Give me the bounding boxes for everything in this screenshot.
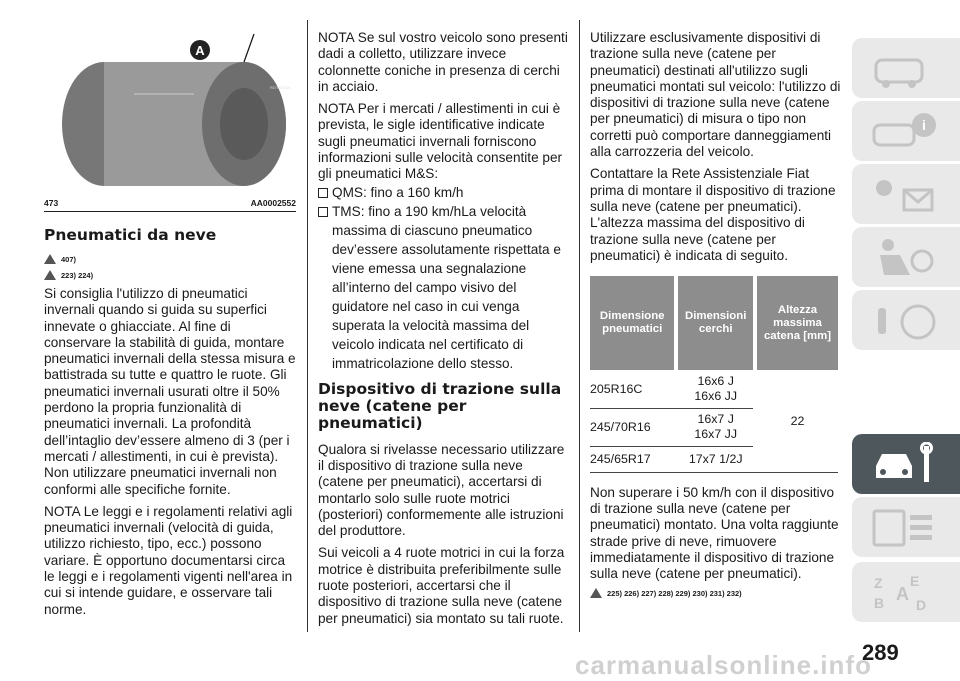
paragraph: Utilizzare esclusivamente dispositivi di trazione sulla neve (catene per pneumatici) destinati all'utilizzo sugli pneumatici montati sul veicolo: l'utilizzo di dispositivi di trazione sulla neve (catene per pneumatici) di misura o tipo non corretti può comportare danneggiamenti alla carrozzeria del veicolo.: [590, 30, 841, 160]
checkbox-bullet-icon: [318, 207, 328, 217]
tab-index[interactable]: [852, 562, 960, 622]
paragraph: NOTA Per i mercati / allestimenti in cui è prevista, le sigle identificative indicate sugli pneumatici invernali forniscono informazioni sulle velocità consentite per gli pneumatici M&S:: [318, 101, 563, 182]
car-dashboard-icon: [870, 46, 940, 90]
paragraph: Non superare i 50 km/h con il dispositivo di trazione sulla neve (catene per pneumatici) montato. Una volta raggiunte strade prive di neve, rimuovere immediatamente il dispositivo di trazione sulla neve (catene per pneumatici).: [590, 484, 839, 582]
tyre-figure: [44, 14, 296, 194]
svg-text:i: i: [922, 117, 926, 133]
heading-snow-chains: Dispositivo di trazione sulla neve (catene per pneumatici): [318, 379, 562, 432]
warning-triangle-icon: [590, 588, 602, 598]
svg-text:B: B: [874, 595, 885, 611]
tab-technical[interactable]: [852, 497, 960, 557]
paragraph: Sui veicoli a 4 ruote motrici in cui la forza motrice è distribuita preferibilmente sulle ruote posteriori, accertarsi che il dispositivo di trazione sulla neve (catene per pneumatici) sia montato su tali ruote.: [318, 545, 565, 626]
paragraph: Si consiglia l'utilizzo di pneumatici invernali quando si guida su superfici innevate o ghiacciate. Al fine di conservare la stabilità di guida, montare pneumatici invernali della stessa misura e battistrada su tutte e quattro le ruote. Gli pneumatici invernali usurati oltre il 50% perdono la propria funzionalità di pneumatici invernali. La profondità dell’intaglio dev’essere almeno di 3 (per i mercati / allestimenti, in cui è prevista). Non utilizzare pneumatici invernali non conformi alle specifiche fornite.: [44, 286, 296, 497]
column-3: [590, 30, 842, 604]
table-row: 245/65R17 17x7 1/2J: [590, 446, 838, 472]
tab-maintenance-active[interactable]: [852, 434, 960, 494]
tab-info[interactable]: [852, 101, 960, 161]
svg-text:Z: Z: [874, 575, 883, 591]
svg-text:D: D: [916, 597, 927, 613]
checkbox-bullet-icon: [318, 188, 328, 198]
table-header: Dimensione pneumatici: [590, 276, 674, 370]
table-header: Altezza massima catena [mm]: [757, 276, 838, 370]
car-info-icon: [870, 109, 940, 153]
car-tools-icon: [870, 442, 940, 486]
svg-text:E: E: [910, 573, 920, 589]
airbag-seat-icon: [870, 235, 940, 279]
warning-refs-2: 223) 224): [44, 270, 296, 280]
column-divider: [307, 20, 308, 632]
snow-chain-table: [590, 276, 838, 473]
steering-key-icon: [870, 298, 940, 342]
warning-refs-1: 407): [44, 254, 296, 264]
svg-text:A: A: [896, 584, 909, 604]
table-header: Dimensioni cerchi: [678, 276, 753, 370]
figure-caption: 473 AA0002552: [44, 198, 296, 212]
paragraph: Qualora si rivelasse necessario utilizzare il dispositivo di trazione sulla neve (catene per pneumatici), accertarsi di montarlo solo sulle ruote motrici (posteriori) conformemente alle istruzioni del produttore.: [318, 441, 565, 539]
page-number: 289: [862, 640, 899, 665]
warning-refs-3: 225) 226) 227) 228) 229) 230) 231) 232): [590, 588, 842, 598]
figure-marker: A: [195, 43, 205, 58]
heading-snow-tyres: Pneumatici da neve: [44, 226, 217, 244]
tab-safety[interactable]: [852, 227, 960, 287]
tab-dashboard[interactable]: [852, 38, 960, 98]
bullet-item: QMS: fino a 160 km/h: [318, 183, 570, 202]
column-2: [318, 30, 570, 633]
paragraph: NOTA Le leggi e i regolamenti relativi agli pneumatici invernali (velocità di guida, utilizzo richiesto, tipo, ecc.) possono variare. È opportuno documentarsi circa le leggi e i regolamenti vigenti nell'area in cui si intende guidare, e osservare tali norme.: [44, 503, 293, 617]
watermark: carmanualsonline.info: [575, 650, 872, 680]
lights-warning-icon: [870, 172, 940, 216]
tyre-rotation-label: ROTATION: [270, 85, 291, 90]
column-1: [44, 0, 296, 624]
tab-starting[interactable]: [852, 290, 960, 350]
table-row: 205R16C 16x6 J 16x6 JJ 22: [590, 370, 838, 408]
column-divider: [579, 20, 580, 632]
index-letters-icon: [870, 570, 940, 614]
paragraph: NOTA Se sul vostro veicolo sono presenti dadi a colletto, utilizzare invece colonnette coniche in presenza di cerchi in acciaio.: [318, 30, 568, 94]
bullet-item: TMS: fino a 190 km/hLa velocità massima di ciascuno pneumatico dev’essere assolutamente rispettata e viene emessa una segnalazione all’interno del campo visivo del guidatore nel caso in cui venga superata la velocità massima del veicolo indicata nel certificato di immatricolazione dello stesso.: [318, 202, 570, 373]
table-row: 245/70R16 16x7 J 16x7 JJ: [590, 408, 838, 446]
warning-triangle-icon: [44, 270, 56, 280]
max-chain-height: 22: [757, 370, 838, 472]
list-icon: [870, 505, 940, 549]
warning-triangle-icon: [44, 254, 56, 264]
paragraph: Contattare la Rete Assistenziale Fiat prima di montare il dispositivo di trazione sulla neve (catene per pneumatici). L'altezza massima del dispositivo di trazione sulla neve (catene per pneumatici) è indicata di seguito.: [590, 166, 836, 263]
tab-lights[interactable]: [852, 164, 960, 224]
